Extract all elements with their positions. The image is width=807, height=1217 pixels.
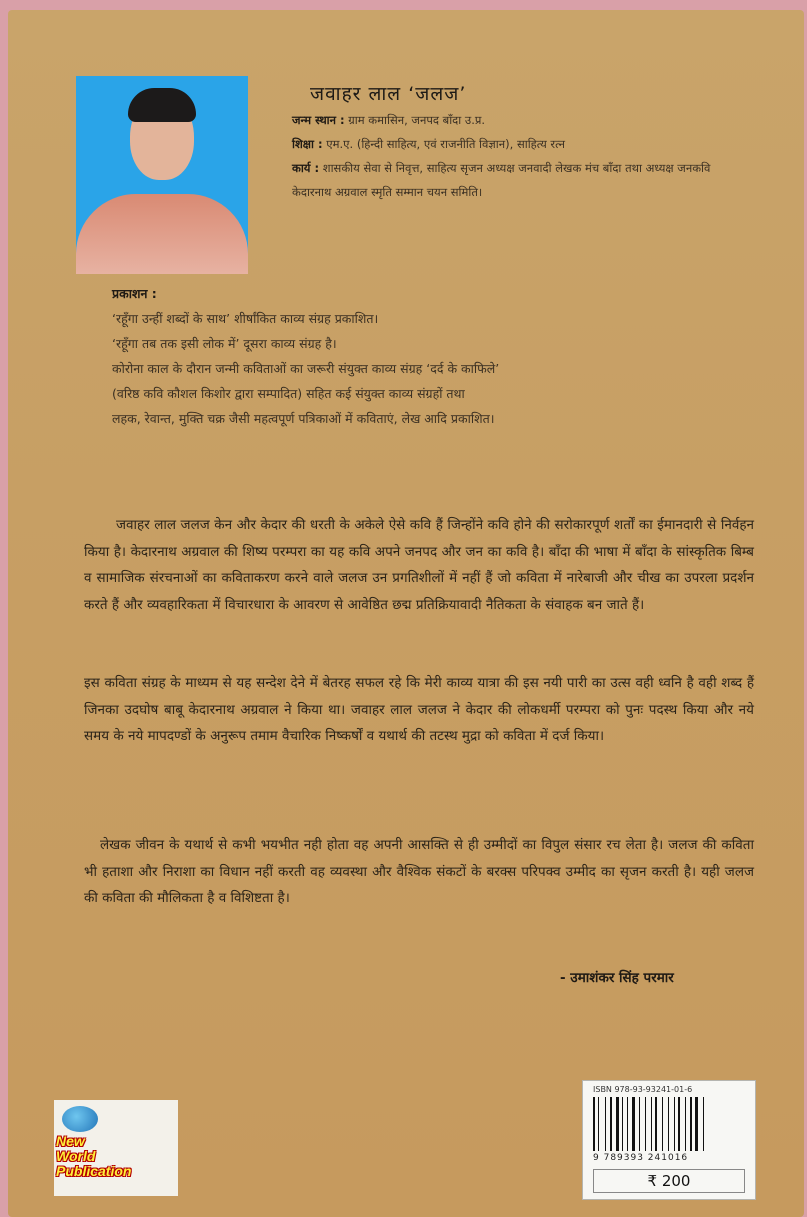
review-paragraph-2: इस कविता संग्रह के माध्यम से यह सन्देश देने में बेतरह सफल रहे कि मेरी काव्य यात्रा की इस नयी पारी का उत्स वही ध्वनि है वही शब्द हैं जिनका उदघोष बाबू केदारनाथ अग्रवाल ने किया था। जवाहर लाल जलज ने केदार की लोकधर्मी परम्परा को पुनः पदस्थ किया और नये समय के नये मापदण्डों के अनुरूप तमाम वैचारिक निष्कर्षों व यथार्थ की तटस्थ मुद्रा को कविता में दर्ज किया। [84,675,754,744]
publication-line: कोरोना काल के दौरान जन्मी कविताओं का जरूरी संयुक्त काव्य संग्रह ‘दर्द के काफिले’ [112,361,500,376]
logo-text-publication: Publication [56,1163,132,1179]
publication-line: ‘रहूँगा तब तक इसी लोक में’ दूसरा काव्य संग्रह है। [112,336,337,351]
barcode-digits: 9 789393 241016 [593,1153,689,1163]
work-value: शासकीय सेवा से निवृत्त, साहित्य सृजन अध्यक्ष जनवादी लेखक मंच बाँदा तथा अध्यक्ष जनकवि केदारनाथ अग्रवाल स्मृति सम्मान चयन समिति। [292,161,711,199]
globe-icon [62,1106,98,1132]
author-education [292,132,752,156]
edu-label: शिक्षा : [292,137,323,151]
work-label: कार्य : [292,161,320,175]
publications-heading: प्रकाशन : [112,286,157,301]
logo-text-new: New [56,1133,85,1149]
review-paragraph-3: लेखक जीवन के यथार्थ से कभी भयभीत नही होता वह अपनी आसक्ति से ही उम्मीदों का विपुल संसार रच लेता है। जलज की कविता भी हताशा और निराशा का विधान नहीं करती वह व्यवस्था और वैश्विक संकटों के बरक्स परिपक्व उम्मीद का सृजन करती है। यही जलज की कविता की मौलिकता है व विशिष्टता है। [84,837,754,906]
author-name: जवाहर लाल ‘जलज’ [310,83,467,105]
author-work [292,156,752,204]
barcode-icon [593,1097,743,1151]
review-paragraph-1: जवाहर लाल जलज केन और केदार की धरती के अकेले ऐसे कवि हैं जिन्होंने कवि होने की सरोकारपूर्ण शर्तों का ईमानदारी से निर्वहन किया है। केदारनाथ अग्रवाल की शिष्य परम्परा का यह कवि अपने जनपद और जन का कवि है। बाँदा की भाषा में बाँदा के सांस्कृतिक बिम्ब व सामाजिक संरचनाओं का कविताकरण करने वाले जलज उन प्रगतिशीलों में नहीं हैं जो कविता में नारेबाजी और चीख का उपरला प्रदर्शन करते हैं और व्यवहारिकता में विचारधारा के आवरण से आवेष्ठित छद्म प्रतिक्रियावादी नैतिकता के संवाहक बन जाते हैं। [84,517,754,613]
author-photo [76,76,248,274]
birth-value: ग्राम कमासिन, जनपद बाँदा उ.प्र. [348,113,486,127]
publication-line: ‘रहूँगा उन्हीं शब्दों के साथ’ शीर्षांकित काव्य संग्रह प्रकाशित। [112,311,379,326]
logo-text-world: World [56,1148,96,1164]
publication-line: (वरिष्ठ कवि कौशल किशोर द्वारा सम्पादित) सहित कई संयुक्त काव्य संग्रहों तथा [112,386,465,401]
price-tag: ₹ 200 [593,1169,745,1193]
reviewer-signature: - उमाशंकर सिंह परमार [560,970,674,986]
author-birthplace [292,108,752,132]
birth-label: जन्म स्थान : [292,113,345,127]
isbn-barcode-block [582,1080,756,1200]
publisher-logo [54,1100,178,1196]
isbn-number: ISBN 978-93-93241-01-6 [593,1085,693,1094]
publication-line: लहक, रेवान्त, मुक्ति चक्र जैसी महत्वपूर्ण पत्रिकाओं में कविताएं, लेख आदि प्रकाशित। [112,411,495,426]
edu-value: एम.ए. (हिन्दी साहित्य, एवं राजनीति विज्ञान), साहित्य रत्न [326,137,566,151]
